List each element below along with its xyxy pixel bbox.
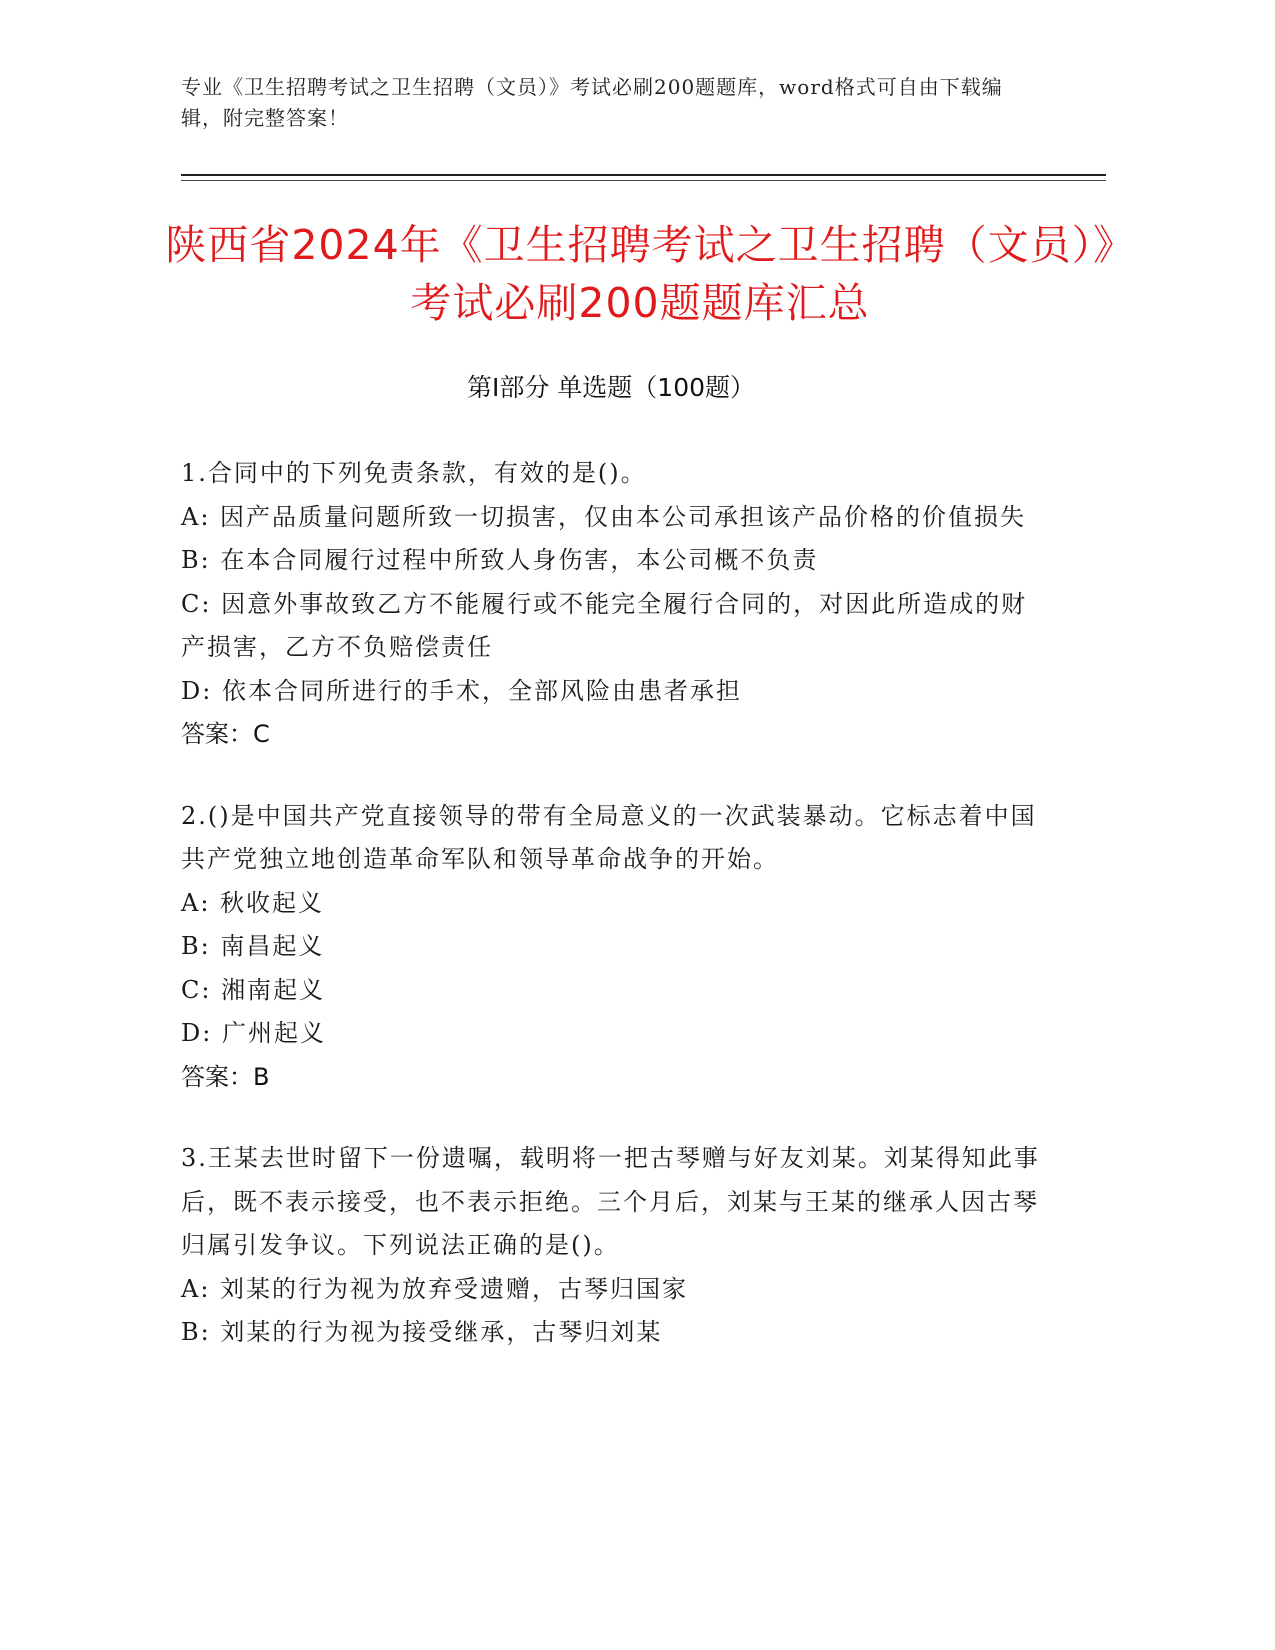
option-d: D: 依本合同所进行的手术，全部风险由患者承担 [181,676,742,705]
question-stem: 1.合同中的下列免责条款，有效的是()。 [181,459,647,487]
answer-line: 答案：B [181,1062,270,1091]
header-divider-thick [181,174,1106,176]
option-a: A: 秋收起义 [181,888,325,917]
header-note: 专业《卫生招聘考试之卫生招聘（文员）》考试必刷200题题库，word格式可自由下载编辑，附完整答案！ [181,75,1003,130]
option-b: B: 南昌起义 [181,932,325,960]
option-a: A: 因产品质量问题所致一切损害，仅由本公司承担该产品价格的价值损失 [181,502,1027,531]
option-c: C: 湘南起义 [181,975,326,1004]
question-list [181,452,1041,1393]
option-d: D: 广州起义 [181,1019,326,1047]
question-stem: 3.王某去世时留下一份遗嘱，载明将一把古琴赠与好友刘某。刘某得知此事后，既不表示接受，也不表示拒绝。三个月后，刘某与王某的继承人因古琴归属引发争议。下列说法正确的是()。 [181,1144,1040,1259]
header-divider-thin [181,180,1106,181]
question-3 [181,1137,1041,1355]
option-c: C: 因意外事故致乙方不能履行或不能完全履行合同的，对因此所造成的财产损害，乙方不负赔偿责任 [181,589,1028,661]
question-1 [181,452,1041,757]
option-b: B: 在本合同履行过程中所致人身伤害，本公司概不负责 [181,546,819,574]
option-b: B: 刘某的行为视为接受继承，古琴归刘某 [181,1318,663,1346]
section-heading: 第I部分 单选题（100题） [466,373,756,402]
option-a: A: 刘某的行为视为放弃受遗赠，古琴归国家 [181,1274,689,1303]
question-stem: 2.()是中国共产党直接领导的带有全局意义的一次武装暴动。它标志着中国共产党独立地创造革命军队和领导革命战争的开始。 [181,801,1037,873]
answer-line: 答案：C [181,720,270,748]
document-title: 陕西省2024年《卫生招聘考试之卫生招聘（文员）》考试必刷200题题库汇总 [165,221,1115,327]
question-2 [181,795,1041,1100]
